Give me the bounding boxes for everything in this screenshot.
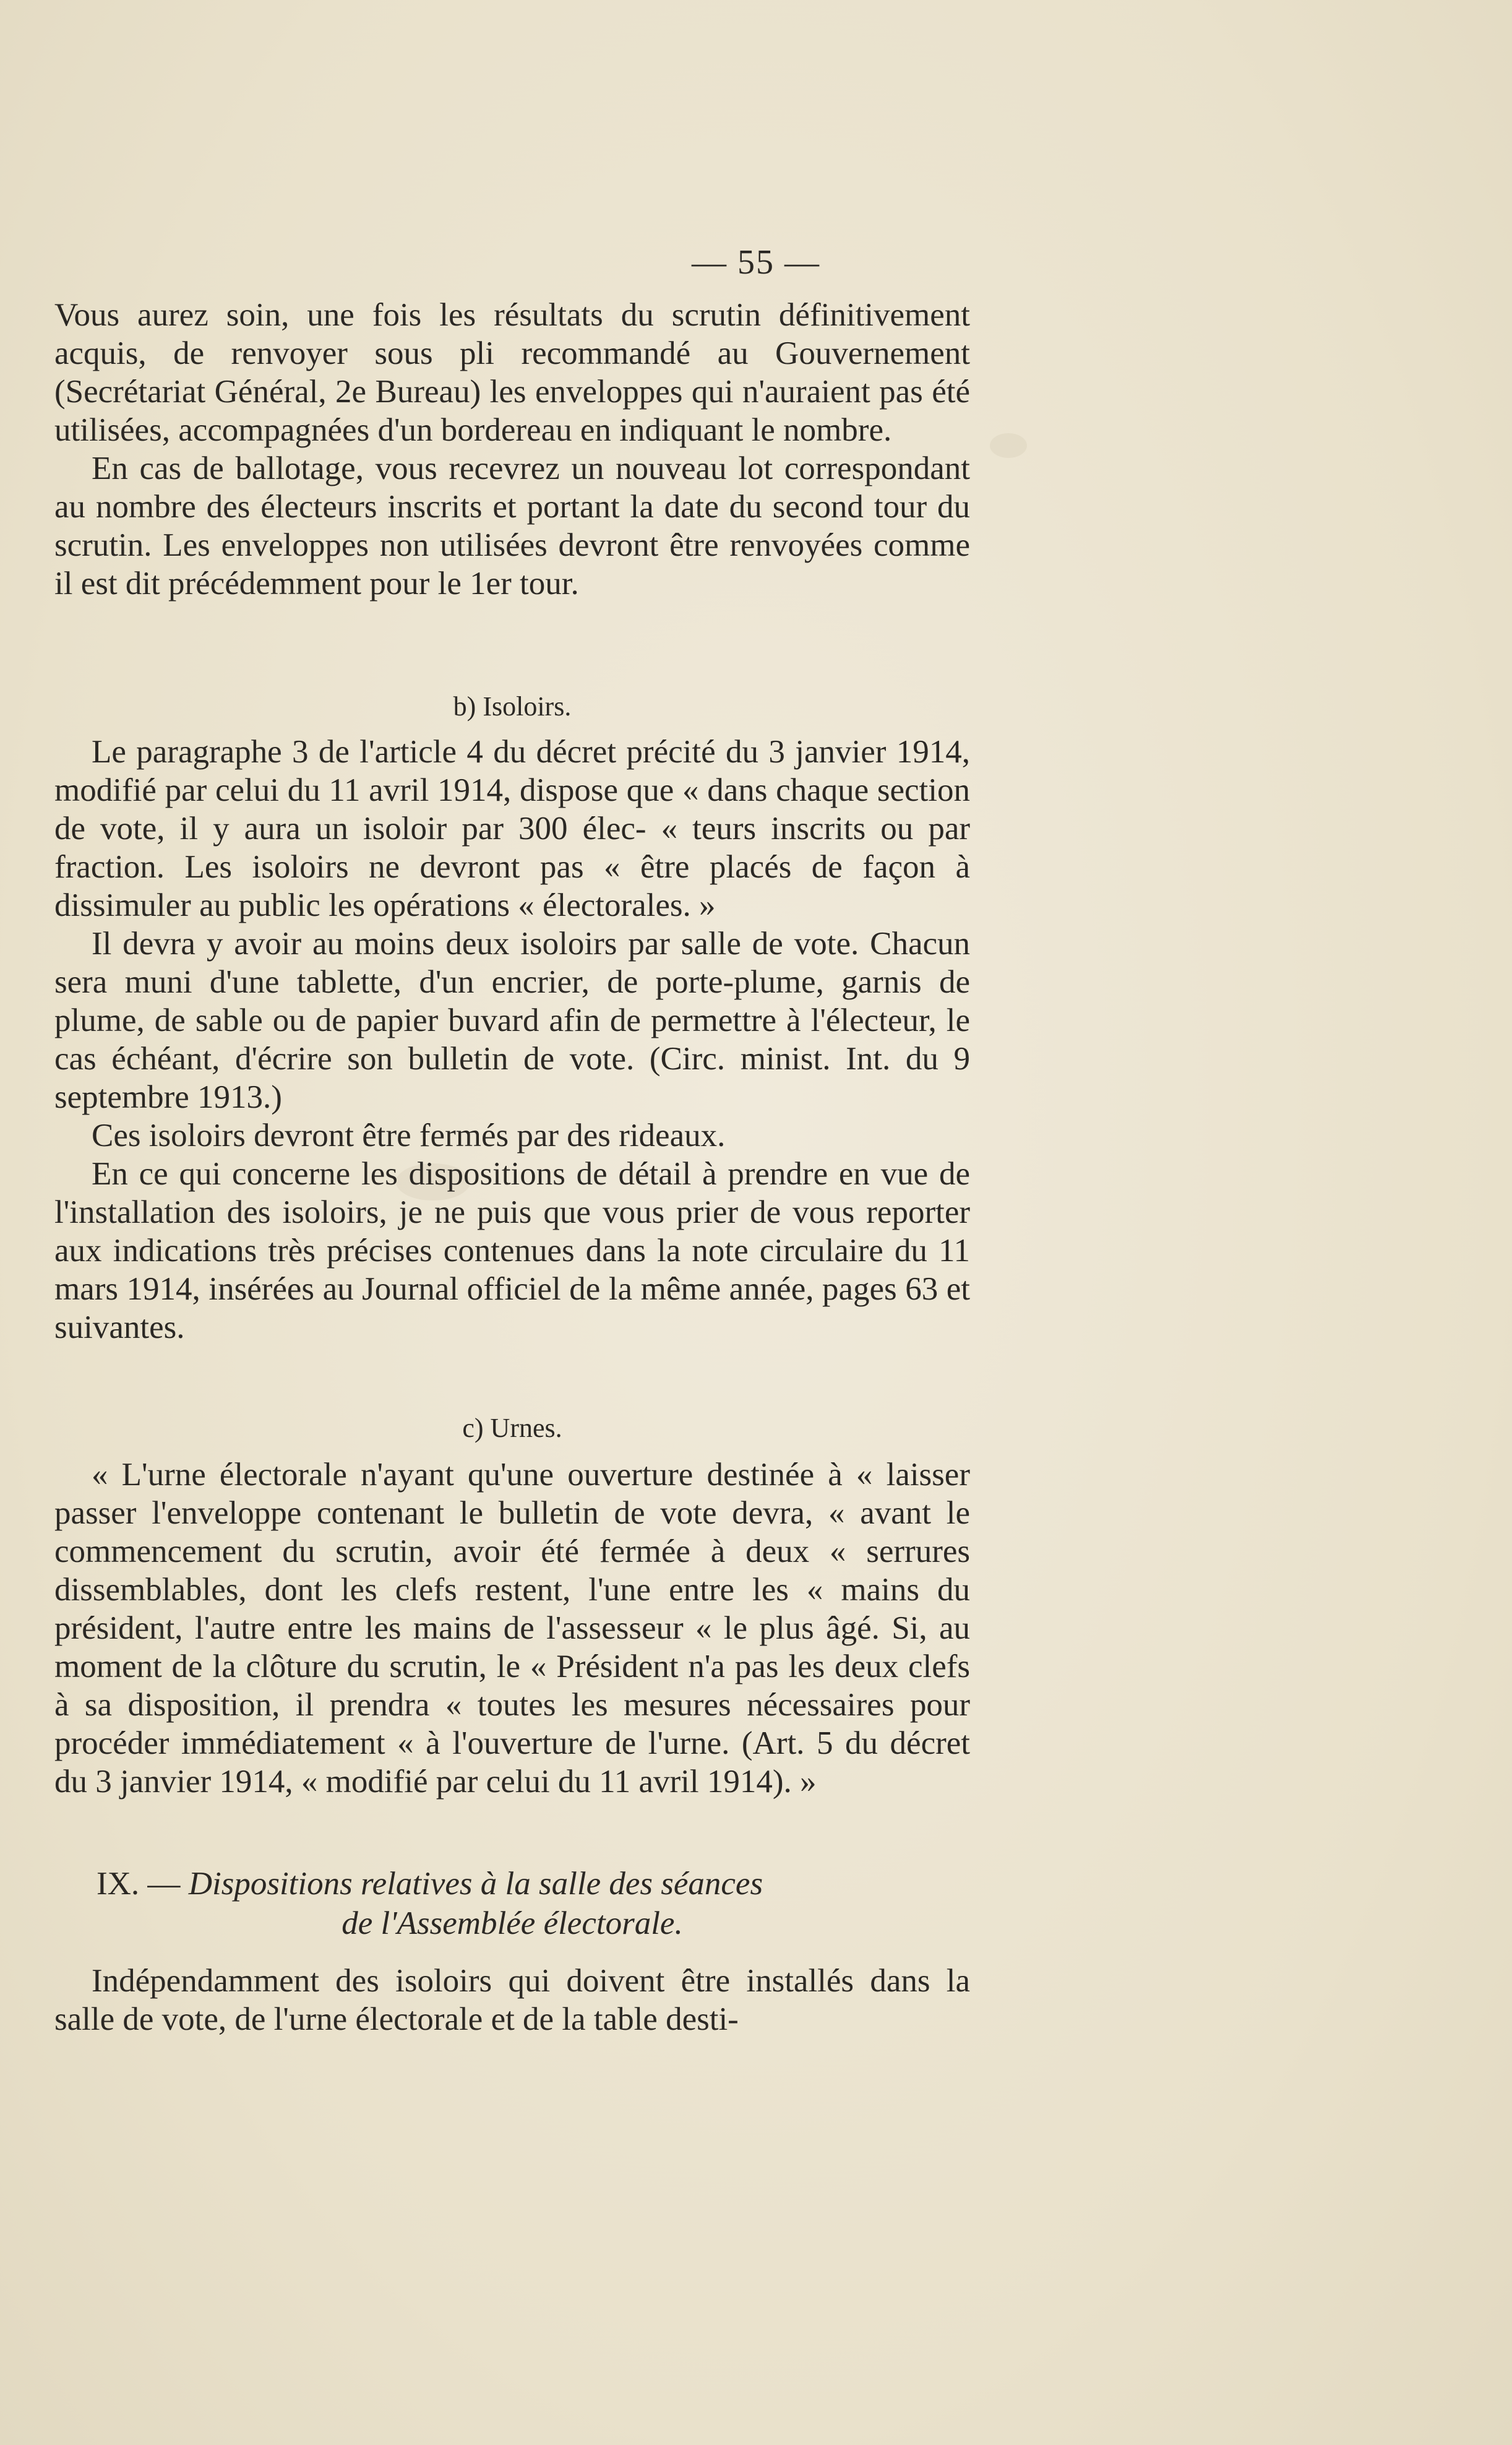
paragraph: En ce qui concerne les dispositions de détail à prendre en vue de l'installation des isoloirs, je ne puis que vous prier de vous reporter aux indications très précises contenues dans la note circulaire du 11 mars 1914, insérées au Journal officiel de la même année, pages 63 et suivantes.	[54, 1156, 970, 1345]
paragraph: Indépendamment des isoloirs qui doivent être installés dans la salle de vote, de l'urne électorale et de la table desti-	[54, 1963, 970, 2037]
subheading-isoloirs: b) Isoloirs.	[453, 691, 572, 722]
section-title-line2: de l'Assemblée électorale.	[341, 1905, 683, 1941]
paragraph: Vous aurez soin, une fois les résultats du scrutin définitivement acquis, de renvoyer sous pli recommandé au Gouvernement (Secrétariat Général, 2e Bureau) les enveloppes qui n'auraient pas été utilisées, accompagnées d'un bordereau en indiquant le nombre.	[54, 297, 970, 448]
paragraph: Ces isoloirs devront être fermés par des rideaux.	[92, 1118, 726, 1154]
paragraph: En cas de ballotage, vous recevrez un nouveau lot correspondant au nombre des électeurs inscrits et portant la date du second tour du scrutin. Les enveloppes non utilisées devront être renvoyées comme il est dit précédemment pour le 1er tour.	[54, 451, 970, 602]
section-ix-heading	[54, 1864, 970, 1943]
block-salle	[54, 1962, 970, 2038]
paragraph: Le paragraphe 3 de l'article 4 du décret précité du 3 janvier 1914, modifié par celui du 11 avril 1914, dispose que « dans chaque section de vote, il y aura un isoloir par 300 élec- « teurs inscrits ou par fraction. Les isoloirs ne devront pas « être placés de façon à dissimuler au public les opérations « électorales. »	[54, 734, 970, 923]
block-envelopes	[54, 296, 970, 603]
paper-stain	[990, 433, 1027, 458]
block-isoloirs	[54, 733, 970, 1347]
section-number: IX. —	[97, 1866, 181, 1902]
page-number: — 55 —	[692, 243, 820, 282]
subheading-urnes: c) Urnes.	[462, 1413, 562, 1443]
paragraph: « L'urne électorale n'ayant qu'une ouverture destinée à « laisser passer l'enveloppe contenant le bulletin de vote devra, « avant le commencement du scrutin, avoir été fermée à deux « serrures dissemblables, dont les clefs restent, l'une entre les « mains du président, l'autre entre les mains de l'assesseur « le plus âgé. Si, au moment de la clôture du scrutin, le « Président n'a pas les deux clefs à sa disposition, il prendra « toutes les mesures nécessaires pour procéder immédiatement « à l'ouverture de l'urne. (Art. 5 du décret du 3 janvier 1914, « modifié par celui du 11 avril 1914). »	[54, 1457, 970, 1800]
block-urnes	[54, 1455, 970, 1801]
paragraph: Il devra y avoir au moins deux isoloirs par salle de vote. Chacun sera muni d'une tablette, d'un encrier, de porte-plume, garnis de plume, de sable ou de papier buvard afin de permettre à l'électeur, le cas échéant, d'écrire son bulletin de vote. (Circ. minist. Int. du 9 septembre 1913.)	[54, 926, 970, 1115]
section-title-line1: Dispositions relatives à la salle des séances	[188, 1866, 763, 1902]
